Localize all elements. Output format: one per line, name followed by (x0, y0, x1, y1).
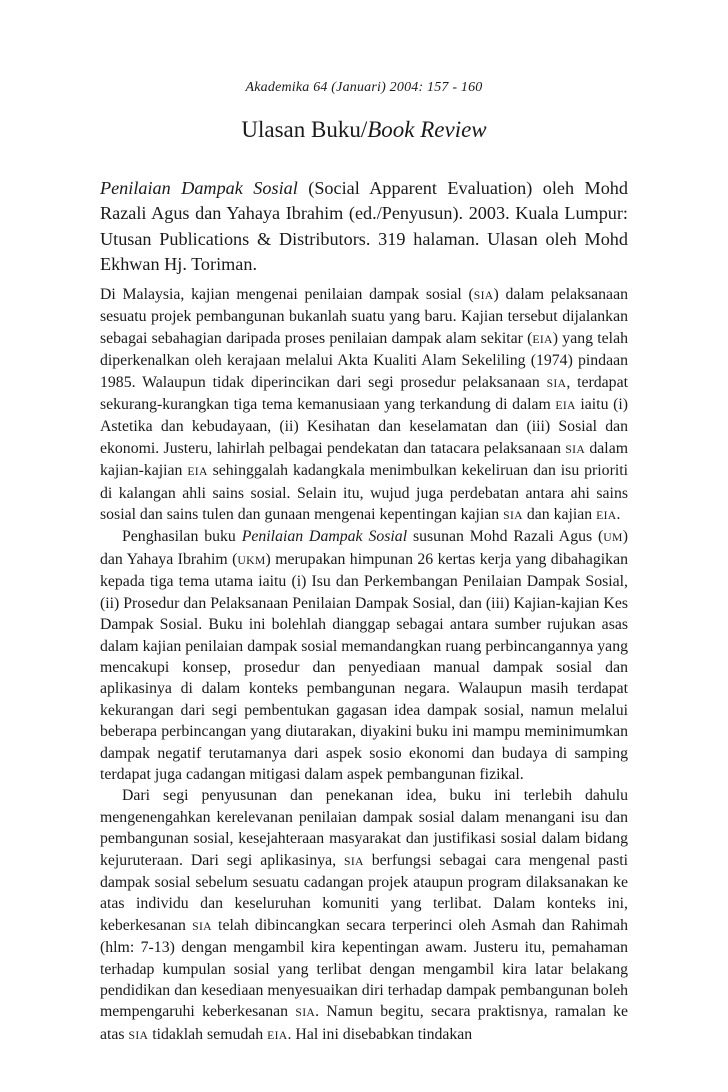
page-title (100, 117, 628, 143)
abbreviation: SIA (503, 509, 523, 523)
abbreviation: EIA (596, 509, 617, 523)
text-run: . (616, 506, 621, 524)
text-run: . Namun begitu, secara praktisnya, ramalan ke atas (100, 1003, 628, 1043)
text-run: ) dan Yahaya Ibrahim ( (100, 528, 628, 568)
text-run: ) merupakan himpunan 26 kertas kerja yang dibahagikan kepada tiga tema utama iaitu (i) Isu dan Perkembangan Penilaian Dampak Sosial, (ii) Prosedur dan Pelaksanaan Penilaian Dampak Sosial, dan (iii) Kajian-kajian Kes Dampak Sosial. Buku ini bolehlah dianggap sebagai antara sumber rujukan asas dalam kajian penilaian dampak sosial memandangkan ruang perbincangannya yang mencakupi konsep, prosedur dan penyediaan manual dampak sosial dan aplikasinya di dalam konteks pembangunan negara. Walaupun masih terdapat kekurangan dari segi pembentukan gagasan idea dampak sosial, namun melalui beberapa perbincangan yang diutarakan, diyakini buku ini mampu meminimumkan dampak negatif terutamanya dari aspek sosio ekonomi dan budaya di samping terdapat juga cadangan mitigasi dalam aspek pembangunan fizikal. (100, 550, 628, 783)
abbreviation: SIA (473, 289, 494, 302)
text-run: dalam kajian-kajian (100, 439, 628, 480)
abbreviation: SIA (344, 854, 364, 868)
abbreviation: EIA (555, 399, 576, 413)
title-english: Book Review (367, 117, 487, 142)
text-run: sehinggalah kadangkala menimbulkan kekeliruan dan isu prioriti di kalangan ahli sains sosial. Selain itu, wujud juga perdebatan antara ahi sains sosial dan sains tulen dan gunaan mengenai kepentingan kajian (100, 462, 628, 524)
abbreviation: SIA (546, 376, 567, 390)
abbreviation: SIA (565, 442, 586, 456)
text-run: susunan Mohd Razali Agus ( (407, 528, 604, 546)
citation-book-title: Penilaian Dampak Sosial (100, 178, 298, 198)
text-run: Dari segi penyusunan dan penekanan idea, buku ini terlebih dahulu mengenengahkan kerelevanan penilaian dampak sosial dalam menangani isu dan pembangunan sosial, kesejahteraan masyarakat dan justifikasi sosial dalam bidang kejuruteraan. Dari segi aplikasinya, (100, 787, 628, 869)
citation-details: (Social Apparent Evaluation) oleh Mohd Razali Agus dan Yahaya Ibrahim (ed./Penyusun). 2003. Kuala Lumpur: Utusan Publications & Distributors. 319 halaman. Ulasan oleh Mohd Ekhwan Hj. Toriman. (100, 178, 628, 275)
text-run: iaitu (i) Astetika dan kebudayaan, (ii) Kesihatan dan keselamatan dan (iii) Sosial dan ekonomi. Justeru, lahirlah pelbagai pendekatan dan tatacara pelaksanaan (100, 396, 629, 457)
text-run: ) dalam pelaksanaan sesuatu projek pembangunan bukanlah suatu yang baru. Kajian tersebut dijalankan sebagai sebahagian daripada proses penilaian dampak alam sekitar ( (100, 286, 628, 347)
text-run: dan kajian (522, 506, 597, 524)
text-run: . Hal ini disebabkan tindakan (287, 1025, 473, 1043)
abbreviation: SIA (192, 919, 212, 933)
abbreviation: UM (603, 531, 623, 545)
paragraph-2 (100, 526, 628, 785)
text-run: telah dibincangkan secara terperinci oleh Asmah dan Rahimah (hlm: 7-13) dengan mengambil kira kepentingan awam. Justeru itu, pemahaman terhadap kumpulan sosial yang terlibat dengan mengambil kira latar belakang pendidikan dan kesediaan menyesuaikan diri terhadap dampak pembangunan boleh mempengaruhi keberkesanan (100, 916, 628, 1021)
abbreviation: UKM (237, 553, 266, 567)
paragraph-1 (100, 284, 628, 526)
text-run: Di Malaysia, kajian mengenai penilaian dampak sosial ( (100, 286, 474, 303)
abbreviation: EIA (187, 465, 208, 479)
text-run: berfungsi sebagai cara mengenal pasti dampak sosial sebelum sesuatu cadangan projek ataupun program dilaksanakan ke atas individu dan keseluruhan komuniti yang terlibat. Dalam konteks ini, keberkesanan (100, 851, 628, 934)
paragraph-3 (100, 785, 628, 1046)
text-run: Penghasilan buku (122, 528, 242, 546)
text-run: ) yang telah diperkenalkan oleh kerajaan melalui Akta Kualiti Alam Sekeliling (1974) pindaan 1985. Walaupun tidak diperincikan dari segi prosedur pelaksanaan (100, 329, 628, 391)
abbreviation: EIA (532, 332, 553, 346)
text-run: tidaklah semudah (148, 1025, 268, 1043)
title-malay: Ulasan Buku/ (241, 117, 368, 142)
abbreviation: SIA (128, 1028, 149, 1042)
book-citation (100, 176, 628, 278)
book-title-inline: Penilaian Dampak Sosial (241, 528, 408, 546)
abbreviation: SIA (295, 1006, 316, 1020)
running-head: Akademika 64 (Januari) 2004: 157 - 160 (245, 80, 483, 95)
text-run: , terdapat sekurang-kurangkan tiga tema kemanusiaan yang terkandung di dalam (100, 373, 628, 414)
review-body (100, 284, 628, 1046)
abbreviation: EIA (267, 1028, 288, 1042)
